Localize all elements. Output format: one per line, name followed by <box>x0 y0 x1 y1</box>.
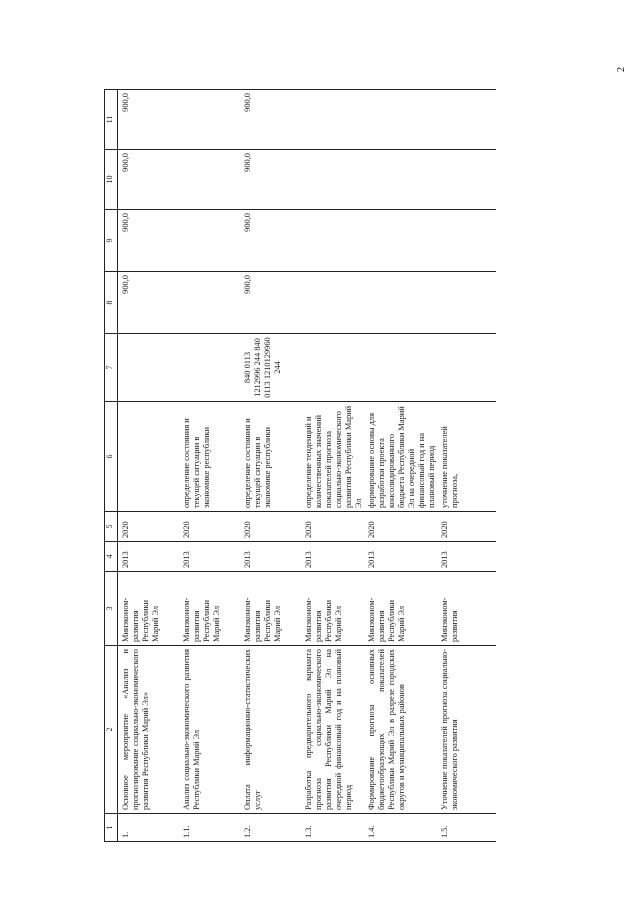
column-header: 1 <box>105 814 118 842</box>
end-year: 2020 <box>179 512 240 542</box>
budget-code <box>179 334 240 402</box>
table-row <box>364 90 437 842</box>
start-year: 2013 <box>301 542 364 572</box>
end-year: 2020 <box>301 512 364 542</box>
value-col-11 <box>437 90 496 150</box>
value-col-10 <box>437 150 496 210</box>
column-header: 11 <box>105 90 118 150</box>
value-col-10: 900,0 <box>240 150 301 210</box>
budget-code <box>364 334 437 402</box>
row-number: 1. <box>118 814 180 842</box>
budget-code <box>437 334 496 402</box>
expected-result: формирование основы для разработки проекта консолидированного бюджета Республики Марий Эл на очередной финансовый год и на плановый период <box>364 402 437 512</box>
end-year: 2020 <box>118 512 180 542</box>
value-col-8 <box>179 272 240 334</box>
budget-code: 840 0113 1212996 244 840 0113 1210129960 244 <box>240 334 301 402</box>
value-col-8 <box>301 272 364 334</box>
value-col-8: 900,0 <box>240 272 301 334</box>
program-measures-table <box>104 89 496 842</box>
start-year: 2013 <box>179 542 240 572</box>
expected-result: определение состояния и текущей ситуации в экономике республики <box>240 402 301 512</box>
measure-name: Разработка предварительного варианта прогноза социально-экономического развития Республики Марий Эл на очередной финансовый год и на плановый период <box>301 646 364 814</box>
value-col-11: 900,0 <box>118 90 180 150</box>
expected-result: определение состояния и текущей ситуации в экономике республики <box>179 402 240 512</box>
value-col-9: 900,0 <box>240 210 301 272</box>
executor: Минэконом-развития Республики Марий Эл <box>240 572 301 646</box>
executor: Минэконом-развития Республики Марий Эл <box>301 572 364 646</box>
value-col-11 <box>179 90 240 150</box>
table-row <box>301 90 364 842</box>
measure-name: Оплата информационно-статистических услуг <box>240 646 301 814</box>
table-row <box>437 90 496 842</box>
measure-name: Уточнение показателей прогноза социально-экономического развития <box>437 646 496 814</box>
end-year: 2020 <box>240 512 301 542</box>
value-col-8 <box>364 272 437 334</box>
row-number: 1.5. <box>437 814 496 842</box>
table-row <box>240 90 301 842</box>
column-header: 3 <box>105 572 118 646</box>
header-row <box>105 90 118 842</box>
budget-code <box>301 334 364 402</box>
start-year: 2013 <box>437 542 496 572</box>
end-year: 2020 <box>364 512 437 542</box>
column-header: 2 <box>105 646 118 814</box>
value-col-10 <box>179 150 240 210</box>
column-header: 8 <box>105 272 118 334</box>
expected-result: определение тенденций и количественных значений показателей прогноза социально-экономического развития Республики Марий Эл <box>301 402 364 512</box>
executor: Минэконом-развития Республики Марий Эл <box>179 572 240 646</box>
row-number: 1.2. <box>240 814 301 842</box>
expected-result: уточнение показателей прогноза, <box>437 402 496 512</box>
value-col-9 <box>179 210 240 272</box>
column-header: 10 <box>105 150 118 210</box>
value-col-8 <box>437 272 496 334</box>
start-year: 2013 <box>118 542 180 572</box>
value-col-9 <box>437 210 496 272</box>
value-col-11 <box>364 90 437 150</box>
end-year: 2020 <box>437 512 496 542</box>
measure-name: Анализ социально-экономического развития Республики Марий Эл <box>179 646 240 814</box>
expected-result <box>118 402 180 512</box>
executor: Минэконом-развития <box>437 572 496 646</box>
column-header: 5 <box>105 512 118 542</box>
measure-name: Формирование прогноза основных бюджетообразующих показателей Республики Марий Эл в разрезе городских округов и муниципальных районов <box>364 646 437 814</box>
value-col-8: 900,0 <box>118 272 180 334</box>
value-col-10 <box>301 150 364 210</box>
executor: Минэконом-развития Республики Марий Эл <box>118 572 180 646</box>
start-year: 2013 <box>364 542 437 572</box>
rotated-table-container <box>104 90 536 842</box>
column-header: 9 <box>105 210 118 272</box>
row-number: 1.4. <box>364 814 437 842</box>
value-col-10 <box>364 150 437 210</box>
table-row <box>179 90 240 842</box>
page-number: 2 <box>616 67 627 72</box>
value-col-9 <box>301 210 364 272</box>
value-col-11 <box>301 90 364 150</box>
value-col-9: 900,0 <box>118 210 180 272</box>
executor: Минэконом-развития Республики Марий Эл <box>364 572 437 646</box>
column-header: 4 <box>105 542 118 572</box>
measure-name: Основное мероприятие «Анализ и прогнозирование социально-экономического развития Республики Марий Эл» <box>118 646 180 814</box>
table-row <box>118 90 180 842</box>
value-col-10: 900,0 <box>118 150 180 210</box>
column-header: 7 <box>105 334 118 402</box>
row-number: 1.1. <box>179 814 240 842</box>
column-header: 6 <box>105 402 118 512</box>
start-year: 2013 <box>240 542 301 572</box>
row-number: 1.3. <box>301 814 364 842</box>
value-col-9 <box>364 210 437 272</box>
budget-code <box>118 334 180 402</box>
value-col-11: 900,0 <box>240 90 301 150</box>
